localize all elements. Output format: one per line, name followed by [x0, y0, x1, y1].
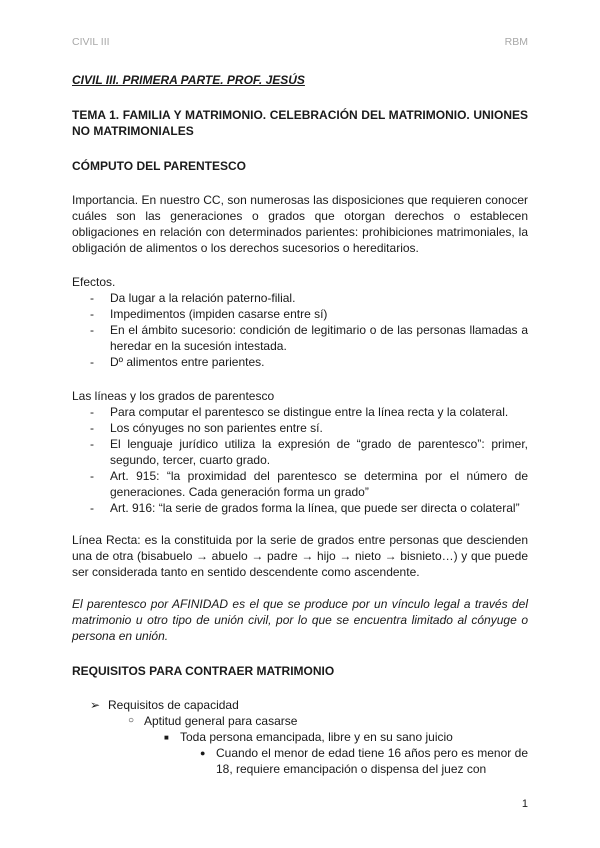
- document-body: [72, 72, 528, 777]
- document-title: CIVIL III. PRIMERA PARTE. PROF. JESÚS: [72, 73, 305, 87]
- outline-level-4: [72, 745, 528, 777]
- importancia-paragraph: Importancia. En nuestro CC, son numerosas las disposiciones que requieren conocer cuáles son las generaciones o grados que otorgan derechos o establecen obligaciones en relación con determinados parientes: prohibiciones matrimoniales, la obligación de alimentos o los derechos sucesorios o hereditarios.: [72, 193, 528, 255]
- lineas-label: Las líneas y los grados de parentesco: [72, 389, 275, 403]
- list-item: - Para computar el parentesco se distingue entre la línea recta y la colateral.: [72, 404, 528, 420]
- linea-recta-paragraph: Línea Recta: es la constituida por la serie de grados entre personas que descienden una de otra (bisabuelo → abuelo → padre → hijo → nieto → bisnieto…) y que puede ser considerada tanto en sentido descendente como ascendente.: [72, 533, 528, 579]
- list-item: - Dº alimentos entre parientes.: [72, 354, 528, 370]
- list-item: - Los cónyuges no son parientes entre sí.: [72, 420, 528, 436]
- tema-heading: TEMA 1. FAMILIA Y MATRIMONIO. CELEBRACIÓN DEL MATRIMONIO. UNIONES NO MATRIMONIALES: [72, 108, 528, 138]
- header-right: RBM: [504, 36, 528, 48]
- efectos-label: Efectos.: [72, 275, 116, 289]
- outline-level-3: [72, 729, 528, 745]
- square-bullet-icon: ■: [164, 733, 169, 742]
- list-item: - Art. 915: “la proximidad del parentesco se determina por el número de generaciones. Cada generación forma un grado”: [72, 468, 528, 500]
- header-left: CIVIL III: [72, 36, 110, 48]
- section-heading-computo: CÓMPUTO DEL PARENTESCO: [72, 159, 247, 173]
- arrow-bullet-icon: ➢: [90, 698, 101, 712]
- page-number: 1: [521, 798, 528, 810]
- list-item: - Impedimentos (impiden casarse entre sí): [72, 306, 528, 322]
- section-heading-requisitos: REQUISITOS PARA CONTRAER MATRIMONIO: [72, 664, 335, 678]
- circle-bullet-icon: ○: [128, 715, 135, 726]
- outline-text: Aptitud general para casarse: [144, 714, 298, 728]
- list-item: - Da lugar a la relación paterno-filial.: [72, 290, 528, 306]
- list-item: - El lenguaje jurídico utiliza la expresión de “grado de parentesco”: primer, segundo, tercer, cuarto grado.: [72, 436, 528, 468]
- efectos-list: [72, 290, 528, 370]
- outline-level-2: [72, 713, 528, 729]
- outline-text: Toda persona emancipada, libre y en su sano juicio: [180, 730, 453, 744]
- outline-text: Cuando el menor de edad tiene 16 años pero es menor de 18, requiere emancipación o dispensa del juez con: [216, 746, 528, 776]
- outline-text: Requisitos de capacidad: [108, 698, 239, 712]
- outline-level-1: [72, 697, 528, 713]
- dot-bullet-icon: ●: [200, 748, 206, 758]
- afinidad-paragraph: El parentesco por AFINIDAD es el que se produce por un vínculo legal a través del matrimonio u otro tipo de unión civil, por lo que se encuentra limitado al cónyuge o persona en unión.: [72, 597, 528, 643]
- list-item: - Art. 916: “la serie de grados forma la línea, que puede ser directa o colateral”: [72, 500, 528, 516]
- list-item: - En el ámbito sucesorio: condición de legitimario o de las personas llamadas a heredar en la sucesión intestada.: [72, 322, 528, 354]
- lineas-list: [72, 404, 528, 516]
